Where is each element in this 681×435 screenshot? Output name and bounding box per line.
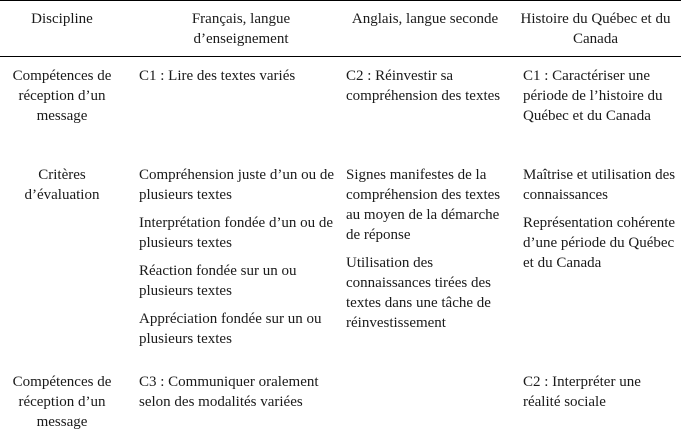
row3-label: Compétences de réception d’un message xyxy=(12,374,112,430)
row1-label: Compétences de réception d’un message xyxy=(12,68,112,124)
row1-histoire: C1 : Caractériser une période de l’histoire du Québec et du Canada xyxy=(523,68,663,124)
row3-francais: C3 : Communiquer oralement selon des modalités variées xyxy=(139,374,319,410)
criterion-item: Utilisation des connaissances tirées des textes dans une tâche de réinvestissement xyxy=(346,255,491,331)
row2-histoire xyxy=(523,165,678,273)
row1-anglais: C2 : Réinvestir sa compréhension des textes xyxy=(346,68,501,104)
criterion-item: Maîtrise et utilisation des connaissances xyxy=(523,167,676,203)
top-rule xyxy=(0,0,681,1)
criterion-item: Représentation cohérente d’une période du Québec et du Canada xyxy=(523,215,676,271)
row2-francais xyxy=(139,165,339,349)
row2-label: Critères d’évaluation xyxy=(24,167,100,203)
criterion-item: Compréhension juste d’un ou de plusieurs textes xyxy=(139,167,334,203)
header-histoire: Histoire du Québec et du Canada xyxy=(520,11,671,47)
header-discipline: Discipline xyxy=(31,11,93,27)
row2-anglais xyxy=(346,165,509,333)
criterion-item: Interprétation fondée d’un ou de plusieurs textes xyxy=(139,215,334,251)
header-anglais: Anglais, langue seconde xyxy=(351,11,499,27)
criterion-item: Appréciation fondée sur un ou plusieurs textes xyxy=(139,311,322,347)
criterion-item: Réaction fondée sur un ou plusieurs textes xyxy=(139,263,297,299)
header-francais: Français, langue d’enseignement xyxy=(191,11,291,47)
row3-histoire: C2 : Interpréter une réalité sociale xyxy=(523,374,641,410)
header-rule xyxy=(0,56,681,57)
criterion-item: Signes manifestes de la compréhension des textes au moyen de la démarche de réponse xyxy=(346,167,501,243)
row1-francais: C1 : Lire des textes variés xyxy=(139,68,296,84)
